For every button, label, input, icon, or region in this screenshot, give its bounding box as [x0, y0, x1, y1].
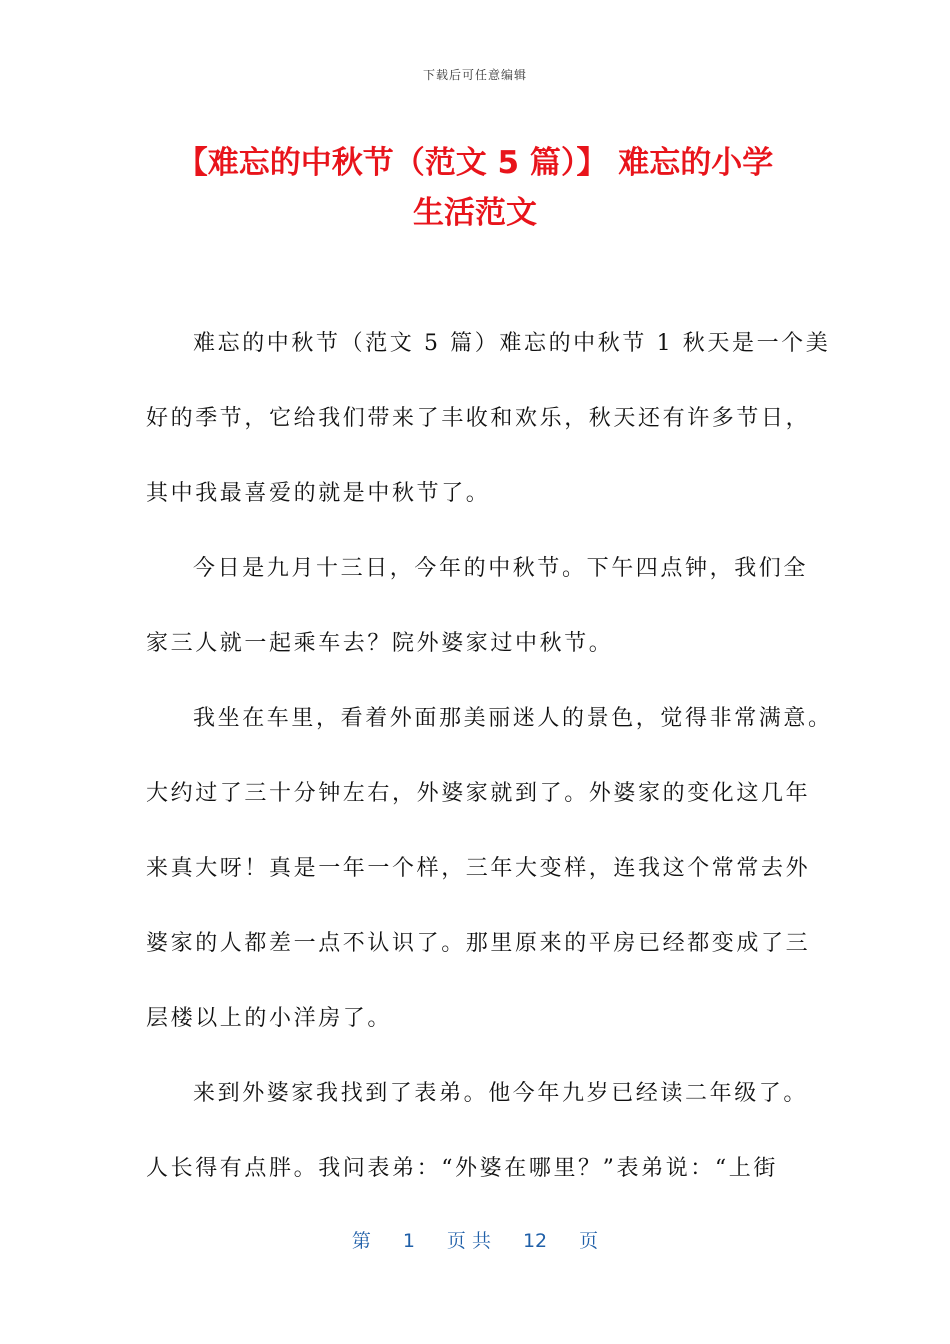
body-line: 今日是九月十三日，今年的中秋节。下午四点钟，我们全 [193, 556, 809, 581]
body-line: 其中我最喜爱的就是中秋节了。 [146, 481, 491, 506]
body-line: 人长得有点胖。我问表弟：“外婆在哪里？”表弟说：“上街 [146, 1156, 778, 1181]
body-line: 家三人就一起乘车去？院外婆家过中秋节。 [146, 631, 614, 656]
body-line: 来到外婆家我找到了表弟。他今年九岁已经读二年级了。 [193, 1081, 809, 1106]
title-line-2: 生活范文 [413, 195, 537, 231]
body-line: 层楼以上的小洋房了。 [146, 1006, 393, 1031]
body-line: 来真大呀！真是一年一个样，三年大变样，连我这个常常去外 [146, 856, 811, 881]
footer-current-page: 1 [402, 1230, 415, 1252]
footer-middle: 页 共 [446, 1230, 491, 1252]
body-line: 大约过了三十分钟左右，外婆家就到了。外婆家的变化这几年 [146, 781, 811, 806]
footer-prefix: 第 [351, 1230, 371, 1252]
body-line: 难忘的中秋节（范文 5 篇）难忘的中秋节 1 秋天是一个美 [193, 331, 831, 356]
document-title [120, 138, 830, 238]
body-line: 我坐在车里，看着外面那美丽迷人的景色，觉得非常满意。 [193, 706, 833, 731]
footer-total-pages: 12 [522, 1230, 548, 1252]
document-body [146, 322, 833, 1222]
body-line: 婆家的人都差一点不认识了。那里原来的平房已经都变成了三 [146, 931, 811, 956]
header-note: 下载后可任意编辑 [422, 68, 527, 82]
title-line-1: 【难忘的中秋节（范文 5 篇）】 难忘的小学 [176, 145, 774, 181]
body-line: 好的季节，它给我们带来了丰收和欢乐，秋天还有许多节日， [146, 406, 811, 431]
footer-suffix: 页 [579, 1230, 599, 1252]
page-footer [0, 1226, 950, 1253]
